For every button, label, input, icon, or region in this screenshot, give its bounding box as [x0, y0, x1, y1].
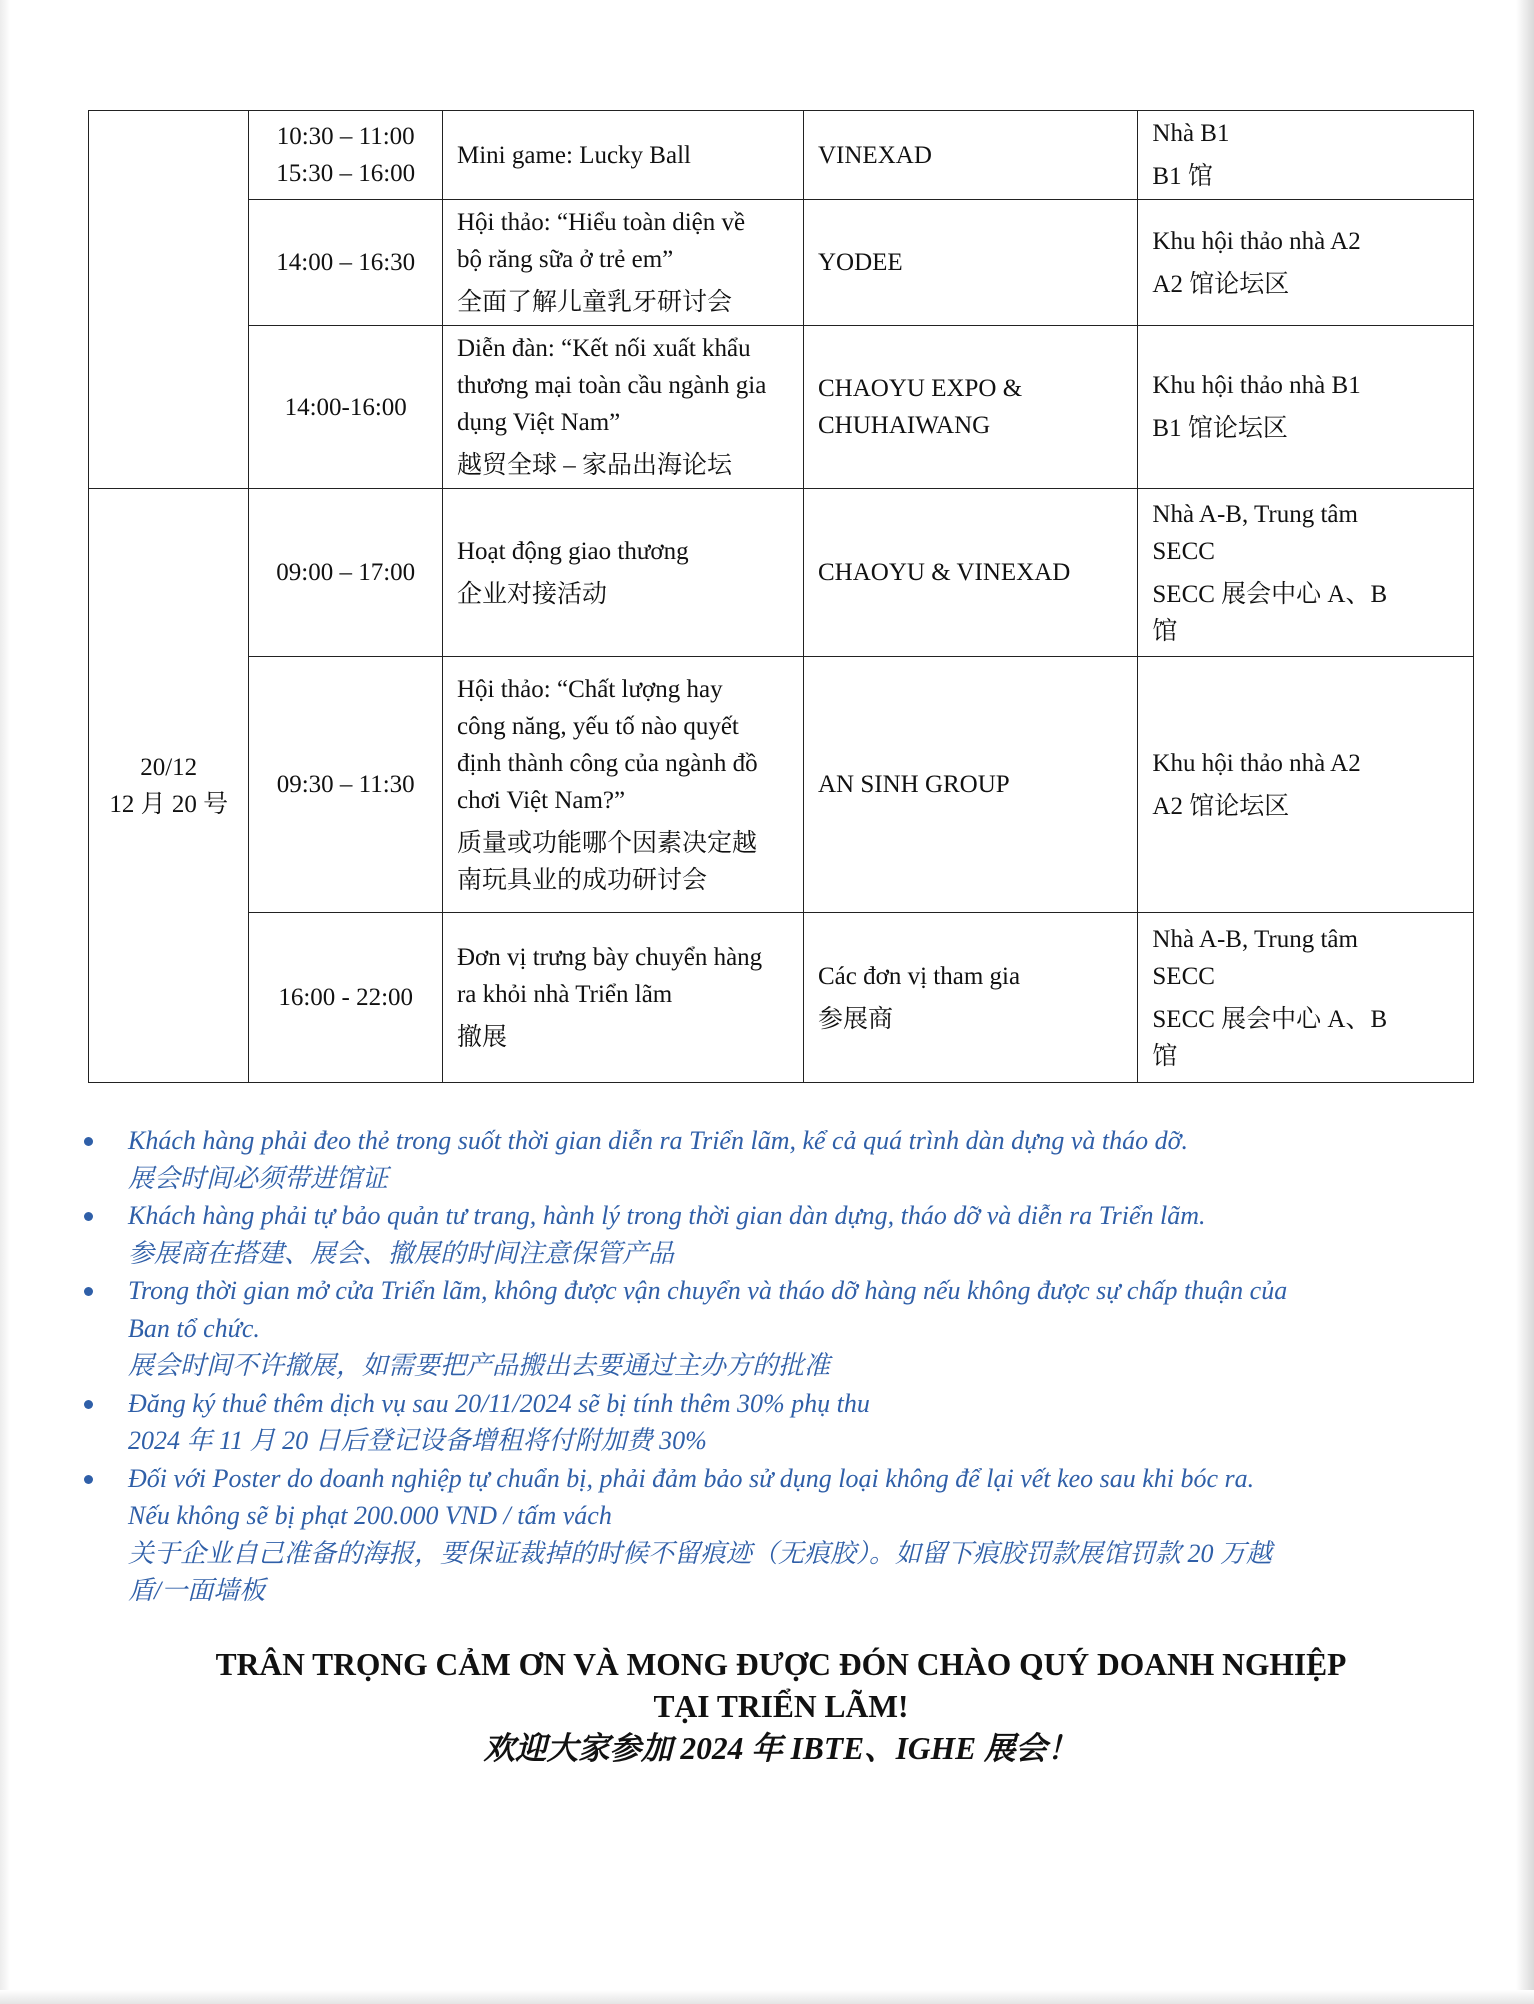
organizer-text: Các đơn vị tham gia	[818, 962, 1021, 990]
location-text: SECC 展会中心 A、B	[1152, 1005, 1388, 1033]
location-text: Khu hội thảo nhà B1	[1152, 372, 1361, 399]
closing-line-2: TẠI TRIỂN LÃM!	[653, 1689, 909, 1724]
activity-text: Hội thảo: “Chất lượng hay	[456, 675, 723, 703]
organizer-text: CHAOYU & VINEXAD	[818, 559, 1071, 586]
organizer-cell	[804, 657, 1138, 913]
organizer-text: AN SINH GROUP	[818, 771, 1010, 798]
time-cell	[249, 200, 443, 326]
location-cell	[1138, 111, 1474, 200]
activity-text-cn: 企业对接活动	[456, 580, 607, 608]
bullet-icon	[84, 1475, 93, 1484]
time-text: 14:00-16:00	[284, 393, 407, 421]
page-edge-right	[1516, 0, 1534, 2004]
activity-cell	[442, 200, 803, 326]
time-text: 09:30 – 11:30	[276, 771, 415, 798]
date-label: 20/12	[140, 753, 198, 781]
note-line: Đối với Poster do doanh nghiệp tự chuẩn bị, phải đảm bảo sử dụng loại không để lại vết keo sau khi bóc ra.	[128, 1463, 1255, 1493]
organizer-cell	[804, 489, 1138, 657]
activity-text: chơi Việt Nam?”	[456, 786, 626, 814]
activity-cell	[442, 913, 803, 1083]
location-text: A2 馆论坛区	[1152, 792, 1290, 820]
closing-message	[88, 1644, 1474, 1770]
location-text: B1 馆论坛区	[1152, 415, 1288, 442]
date-cell	[89, 489, 249, 1083]
time-text: 14:00 – 16:30	[276, 249, 416, 276]
page-edge-bottom	[0, 1990, 1534, 2004]
time-cell	[249, 913, 443, 1083]
activity-text-cn: 撤展	[456, 1024, 507, 1051]
location-text: Nhà A-B, Trung tâm	[1152, 925, 1358, 953]
note-line: 盾/一面墙板	[128, 1576, 266, 1605]
time-text: 16:00 - 22:00	[278, 984, 414, 1011]
note-line: Đăng ký thuê thêm dịch vụ sau 20/11/2024 sẽ bị tính thêm 30% phụ thu	[128, 1388, 870, 1418]
organizer-cell	[804, 326, 1138, 489]
location-text: A2 馆论坛区	[1152, 270, 1290, 298]
table-row	[89, 489, 1474, 657]
location-cell	[1138, 200, 1474, 326]
date-cell-empty	[89, 111, 249, 489]
note-item	[84, 1460, 1484, 1610]
activity-text-cn: 全面了解儿童乳牙研讨会	[456, 289, 732, 316]
table-row	[89, 657, 1474, 913]
activity-text: Mini game: Lucky Ball	[456, 141, 691, 169]
note-item	[84, 1272, 1484, 1385]
activity-cell	[442, 326, 803, 489]
location-text: SECC	[1152, 962, 1215, 990]
bullet-icon	[84, 1212, 93, 1221]
note-line: Khách hàng phải tự bảo quản tư trang, hành lý trong thời gian dàn dựng, tháo dỡ và diễn ra Triển lãm.	[128, 1201, 1206, 1230]
note-line: 展会时间必须带进馆证	[128, 1163, 389, 1193]
location-cell	[1138, 913, 1474, 1083]
bullet-icon	[84, 1137, 93, 1146]
time-cell	[249, 326, 443, 489]
activity-text: thương mại toàn cầu ngành gia	[456, 372, 767, 399]
note-line: 参展商在搭建、展会、撤展的时间注意保管产品	[128, 1238, 675, 1268]
date-label-cn: 12 月 20 号	[109, 790, 229, 818]
note-item	[84, 1122, 1484, 1197]
note-item	[84, 1385, 1484, 1460]
activity-cell	[442, 111, 803, 200]
activity-text: Hội thảo: “Hiểu toàn diện về	[456, 209, 746, 236]
note-line: 2024 年 11 月 20 日后登记设备增租将付附加费 30%	[128, 1426, 707, 1455]
location-text: Khu hội thảo nhà A2	[1152, 227, 1361, 255]
table-row	[89, 200, 1474, 326]
activity-text-cn: 质量或功能哪个因素决定越 南玩具业的成功研讨会	[456, 829, 757, 894]
time-text: 09:00 – 17:00	[276, 559, 416, 586]
location-text: Nhà A-B, Trung tâm	[1152, 500, 1358, 528]
note-line: Khách hàng phải đeo thẻ trong suốt thời gian diễn ra Triển lãm, kể cả quá trình dàn dựng và tháo dỡ.	[128, 1126, 1188, 1155]
note-line: Trong thời gian mở cửa Triển lãm, không được vận chuyển và tháo dỡ hàng nếu không được sự chấp thuận của	[128, 1276, 1288, 1305]
table-row	[89, 326, 1474, 489]
organizer-cell	[804, 200, 1138, 326]
activity-text: dụng Việt Nam”	[456, 409, 621, 436]
page-edge-left	[0, 0, 10, 2004]
activity-cell	[442, 489, 803, 657]
organizer-text: CHUHAIWANG	[818, 412, 991, 439]
location-text: SECC	[1152, 537, 1215, 565]
location-text: B1 馆	[1152, 163, 1213, 190]
time-text: 15:30 – 16:00	[276, 160, 416, 187]
activity-cell	[442, 657, 803, 913]
activity-text: Diễn đàn: “Kết nối xuất khẩu	[456, 335, 751, 362]
organizer-cell	[804, 111, 1138, 200]
location-text: Khu hội thảo nhà A2	[1152, 749, 1361, 777]
note-line: 展会时间不许撤展，如需要把产品搬出去要通过主办方的批准	[128, 1351, 831, 1380]
time-cell	[249, 111, 443, 200]
time-cell	[249, 657, 443, 913]
activity-text: công năng, yếu tố nào quyết	[456, 712, 739, 740]
location-text: 馆	[1152, 1042, 1178, 1070]
organizer-text: YODEE	[818, 249, 903, 276]
organizer-text: VINEXAD	[818, 141, 932, 169]
notes-list	[84, 1122, 1484, 1610]
time-cell	[249, 489, 443, 657]
table-row	[89, 111, 1474, 200]
organizer-text: CHAOYU EXPO &	[818, 375, 1023, 402]
activity-text-cn: 越贸全球 – 家品出海论坛	[456, 452, 732, 479]
location-cell	[1138, 326, 1474, 489]
note-line: Ban tổ chức.	[128, 1313, 260, 1343]
location-cell	[1138, 657, 1474, 913]
organizer-text-cn: 参展商	[818, 1005, 894, 1033]
closing-line-1: TRÂN TRỌNG CẢM ƠN VÀ MONG ĐƯỢC ĐÓN CHÀO QUÝ DOANH NGHIỆP	[215, 1647, 1347, 1682]
activity-text: Đơn vị trưng bày chuyển hàng	[456, 944, 763, 971]
activity-text: bộ răng sữa ở trẻ em”	[456, 246, 674, 273]
note-line: Nếu không sẽ bị phạt 200.000 VND / tấm vách	[128, 1501, 612, 1530]
activity-text: ra khỏi nhà Triển lãm	[456, 981, 673, 1008]
bullet-icon	[84, 1287, 93, 1296]
organizer-cell	[804, 913, 1138, 1083]
note-line: 关于企业自己准备的海报，要保证裁掉的时候不留痕迹（无痕胶）。如留下痕胶罚款展馆罚款 20 万越	[128, 1538, 1273, 1568]
bullet-icon	[84, 1400, 93, 1409]
time-text: 10:30 – 11:00	[276, 123, 415, 150]
location-text: Nhà B1	[1152, 120, 1230, 147]
location-text: SECC 展会中心 A、B	[1152, 580, 1388, 608]
activity-text: Hoạt động giao thương	[456, 537, 689, 565]
note-item	[84, 1197, 1484, 1272]
activity-text: định thành công của ngành đồ	[456, 749, 758, 777]
location-text: 馆	[1152, 617, 1178, 645]
table-row	[89, 913, 1474, 1083]
closing-line-cn: 欢迎大家参加 2024 年 IBTE、IGHE 展会！	[483, 1731, 1079, 1766]
location-cell	[1138, 489, 1474, 657]
schedule-table	[88, 110, 1474, 1083]
